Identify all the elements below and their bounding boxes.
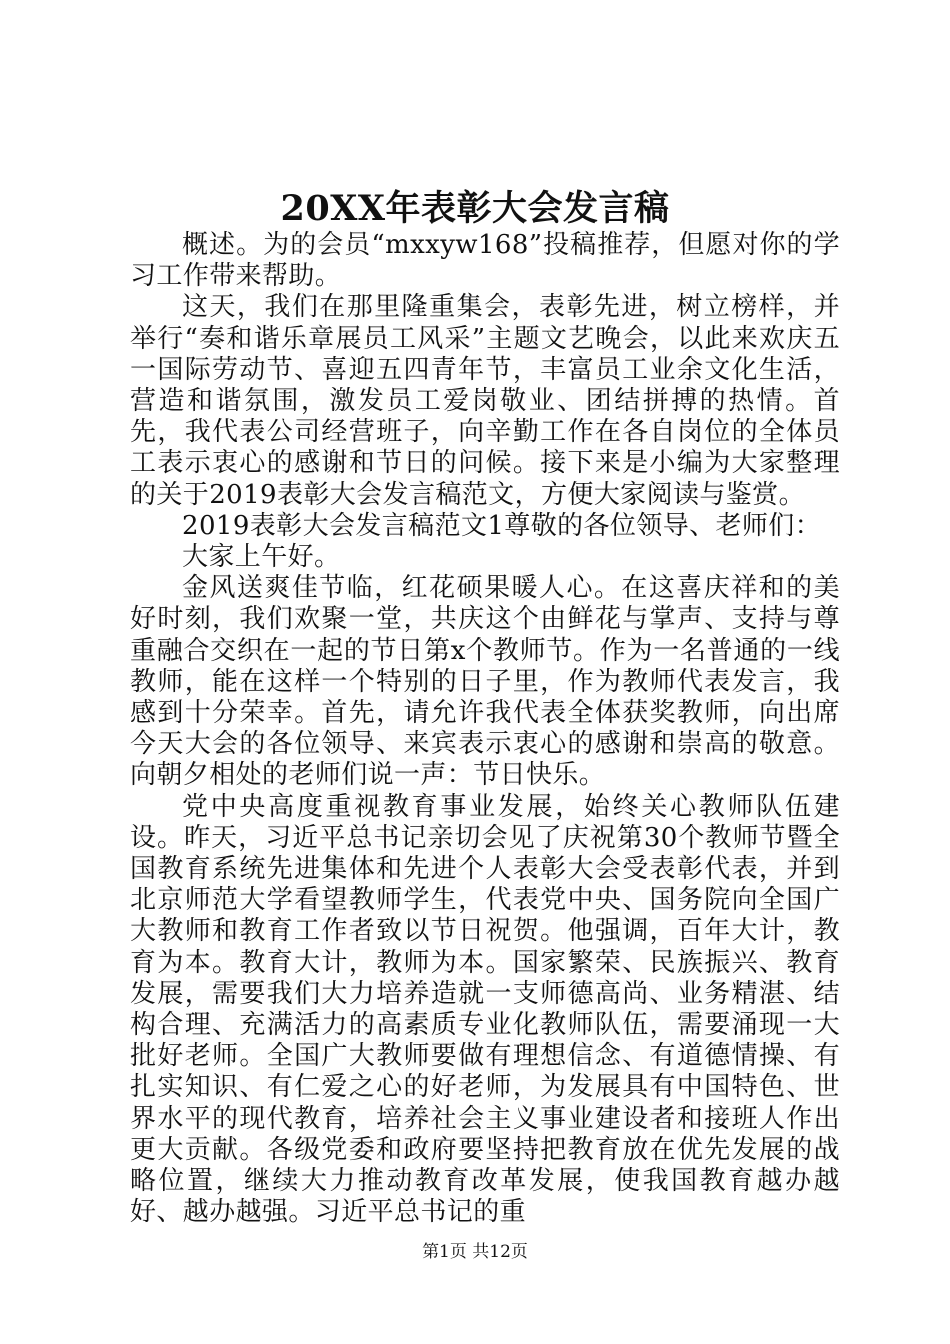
paragraph-opening: 金风送爽佳节临，红花硕果暖人心。在这喜庆祥和的美好时刻，我们欢聚一堂，共庆这个由鲜花与掌声、支持与尊重融合交织在一起的节日第x个教师节。作为一名普通的一线教师，能在这样一个特别的日子里，作为教师代表发言，我感到十分荣幸。首先，请允许我代表全体获奖教师，向出席今天大会的各位领导、来宾表示衷心的感谢和崇高的敬意。向朝夕相处的老师们说一声：节日快乐。 xyxy=(130,573,840,791)
paragraph-intro: 这天，我们在那里隆重集会，表彰先进，树立榜样，并举行“奏和谐乐章展员工风采”主题文艺晚会，以此来欢庆五一国际劳动节、喜迎五四青年节，丰富员工业余文化生活，营造和谐氛围，激发员工爱岗敬业、团结拼搏的热情。首先，我代表公司经营班子，向辛勤工作在各自岗位的全体员工表示衷心的感谢和节日的问候。接下来是小编为大家整理的关于2019表彰大会发言稿范文，方便大家阅读与鉴赏。 xyxy=(130,292,840,510)
page-footer: 第1页 共12页 xyxy=(422,1242,528,1262)
document-title: 20XX年表彰大会发言稿 xyxy=(280,188,670,229)
paragraph-greeting: 大家上午好。 xyxy=(182,542,341,573)
paragraph-main: 党中央高度重视教育事业发展，始终关心教师队伍建设。昨天，习近平总书记亲切会见了庆祝第30个教师节暨全国教育系统先进集体和先进个人表彰大会受表彰代表，并到北京师范大学看望教师学生，代表党中央、国务院向全国广大教师和教育工作者致以节日祝贺。他强调，百年大计，教育为本。教育大计，教师为本。国家繁荣、民族振兴、教育发展，需要我们大力培养造就一支师德高尚、业务精湛、结构合理、充满活力的高素质专业化教师队伍，需要涌现一大批好老师。全国广大教师要做有理想信念、有道德情操、有扎实知识、有仁爱之心的好老师，为发展具有中国特色、世界水平的现代教育，培养社会主义事业建设者和接班人作出更大贡献。各级党委和政府要坚持把教育放在优先发展的战略位置，继续大力推动教育改革发展，使我国教育越办越好、越办越强。习近平总书记的重 xyxy=(130,791,840,1228)
paragraph-summary: 概述。为的会员“mxxyw168”投稿推荐，但愿对你的学习工作带来帮助。 xyxy=(130,230,840,292)
document-body xyxy=(130,230,840,1229)
paragraph-speech-heading: 2019表彰大会发言稿范文1尊敬的各位领导、老师们： xyxy=(182,510,822,541)
